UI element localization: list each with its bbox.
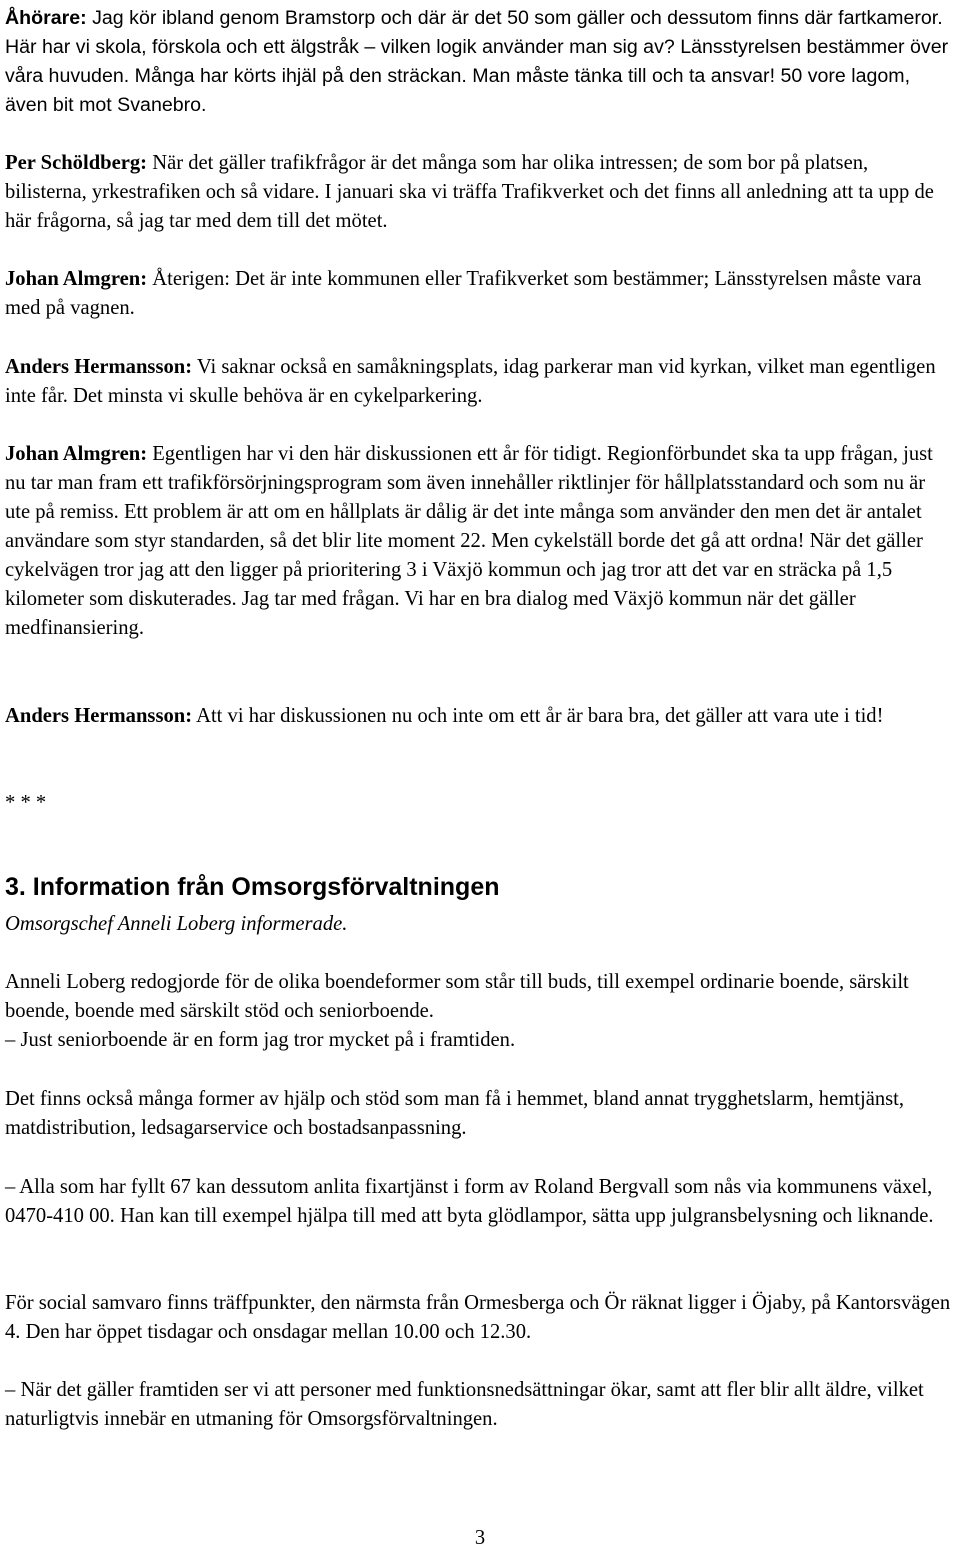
- exchange-text: Återigen: Det är inte kommunen eller Trafikverket som bestämmer; Länsstyrelsen måste vara med på vagnen.: [5, 268, 922, 319]
- exchange-paragraph: [5, 702, 955, 731]
- speaker-name: Johan Almgren:: [5, 268, 148, 290]
- page-number: 3: [474, 1527, 486, 1549]
- exchange-text: Egentligen har vi den här diskussionen ett år för tidigt. Regionförbundet ska ta upp frågan, just nu tar man fram ett trafikförsörjningsprogram som även innehåller riktlinjer för hållplatsstandard och som nu är ute på remiss. Ett problem är att om en hållplats är dålig är det inte många som använder den men det är antalet användare som styr standarden, så det blir lite moment 22. Men cykelställ borde det gå att ordna! När det gäller cykelvägen tror jag att den ligger på prioritering 3 i Växjö kommun och jag tror att det var en sträcka på 1,5 kilometer som diskuterades. Jag tar med frågan. Vi har en bra dialog med Växjö kommun när det gäller medfinansiering.: [5, 443, 933, 639]
- body-paragraph: För social samvaro finns träffpunkter, den närmsta från Ormesberga och Ör räknat ligger i Öjaby, på Kantorsvägen 4. Den har öppet tisdagar och onsdagar mellan 10.00 och 12.30.: [5, 1292, 951, 1343]
- body-paragraph: Det finns också många former av hjälp och stöd som man få i hemmet, bland annat trygghetslarm, hemtjänst, matdistribution, ledsagarservice och bostadsanpassning.: [5, 1088, 905, 1139]
- speaker-name: Anders Hermansson:: [5, 356, 193, 378]
- speaker-name: Johan Almgren:: [5, 443, 148, 465]
- exchange-text: Vi saknar också en samåkningsplats, idag parkerar man vid kyrkan, vilket man egentligen inte får. Det minsta vi skulle behöva är en cykelparkering.: [5, 356, 936, 407]
- body-paragraph: – När det gäller framtiden ser vi att personer med funktionsnedsättningar ökar, samt att fler blir allt äldre, vilket naturligtvis innebär en utmaning för Omsorgsförvaltningen.: [5, 1379, 924, 1430]
- exchange-paragraph: [5, 440, 955, 643]
- body-paragraph: Anneli Loberg redogjorde för de olika boendeformer som står till buds, till exempel ordinarie boende, särskilt boende, boende med särskilt stöd och seniorboende.: [5, 971, 909, 1022]
- speaker-name: Anders Hermansson:: [5, 705, 193, 727]
- section-heading: 3. Information från Omsorgsförvaltningen: [5, 873, 500, 901]
- exchange-paragraph: [5, 353, 955, 411]
- speaker-name: Per Schöldberg:: [5, 152, 148, 174]
- body-paragraph: – Alla som har fyllt 67 kan dessutom anlita fixartjänst i form av Roland Bergvall som nås via kommunens växel, 0470-410 00. Han kan till exempel hjälpa till med att byta glödlampor, sätta upp julgransbelysning och liknande.: [5, 1176, 934, 1227]
- speaker-name: Åhörare:: [5, 7, 87, 29]
- exchange-paragraph: [5, 149, 955, 236]
- section-subheading: Omsorgschef Anneli Loberg informerade.: [5, 913, 348, 935]
- body-paragraph: – Just seniorboende är en form jag tror mycket på i framtiden.: [5, 1029, 516, 1051]
- exchange-paragraph: [5, 265, 955, 323]
- exchange-text: Jag kör ibland genom Bramstorp och där är det 50 som gäller och dessutom finns där fartkameror. Här har vi skola, förskola och ett älgstråk – vilken logik använder man sig av? Länsstyrelsen bestämmer över våra huvuden. Många har körts ihjäl på den sträckan. Man måste tänka till och ta ansvar! 50 vore lagom, även bit mot Svanebro.: [5, 7, 949, 116]
- section-separator: * * *: [5, 792, 47, 814]
- exchange-paragraph: [5, 4, 955, 120]
- exchange-text: När det gäller trafikfrågor är det många som har olika intressen; de som bor på platsen, bilisterna, yrkestrafiken och så vidare. I januari ska vi träffa Trafikverket och det finns all anledning att ta upp de här frågorna, så jag tar med dem till det mötet.: [5, 152, 934, 232]
- exchange-text: Att vi har diskussionen nu och inte om ett år är bara bra, det gäller att vara ute i tid!: [192, 705, 884, 727]
